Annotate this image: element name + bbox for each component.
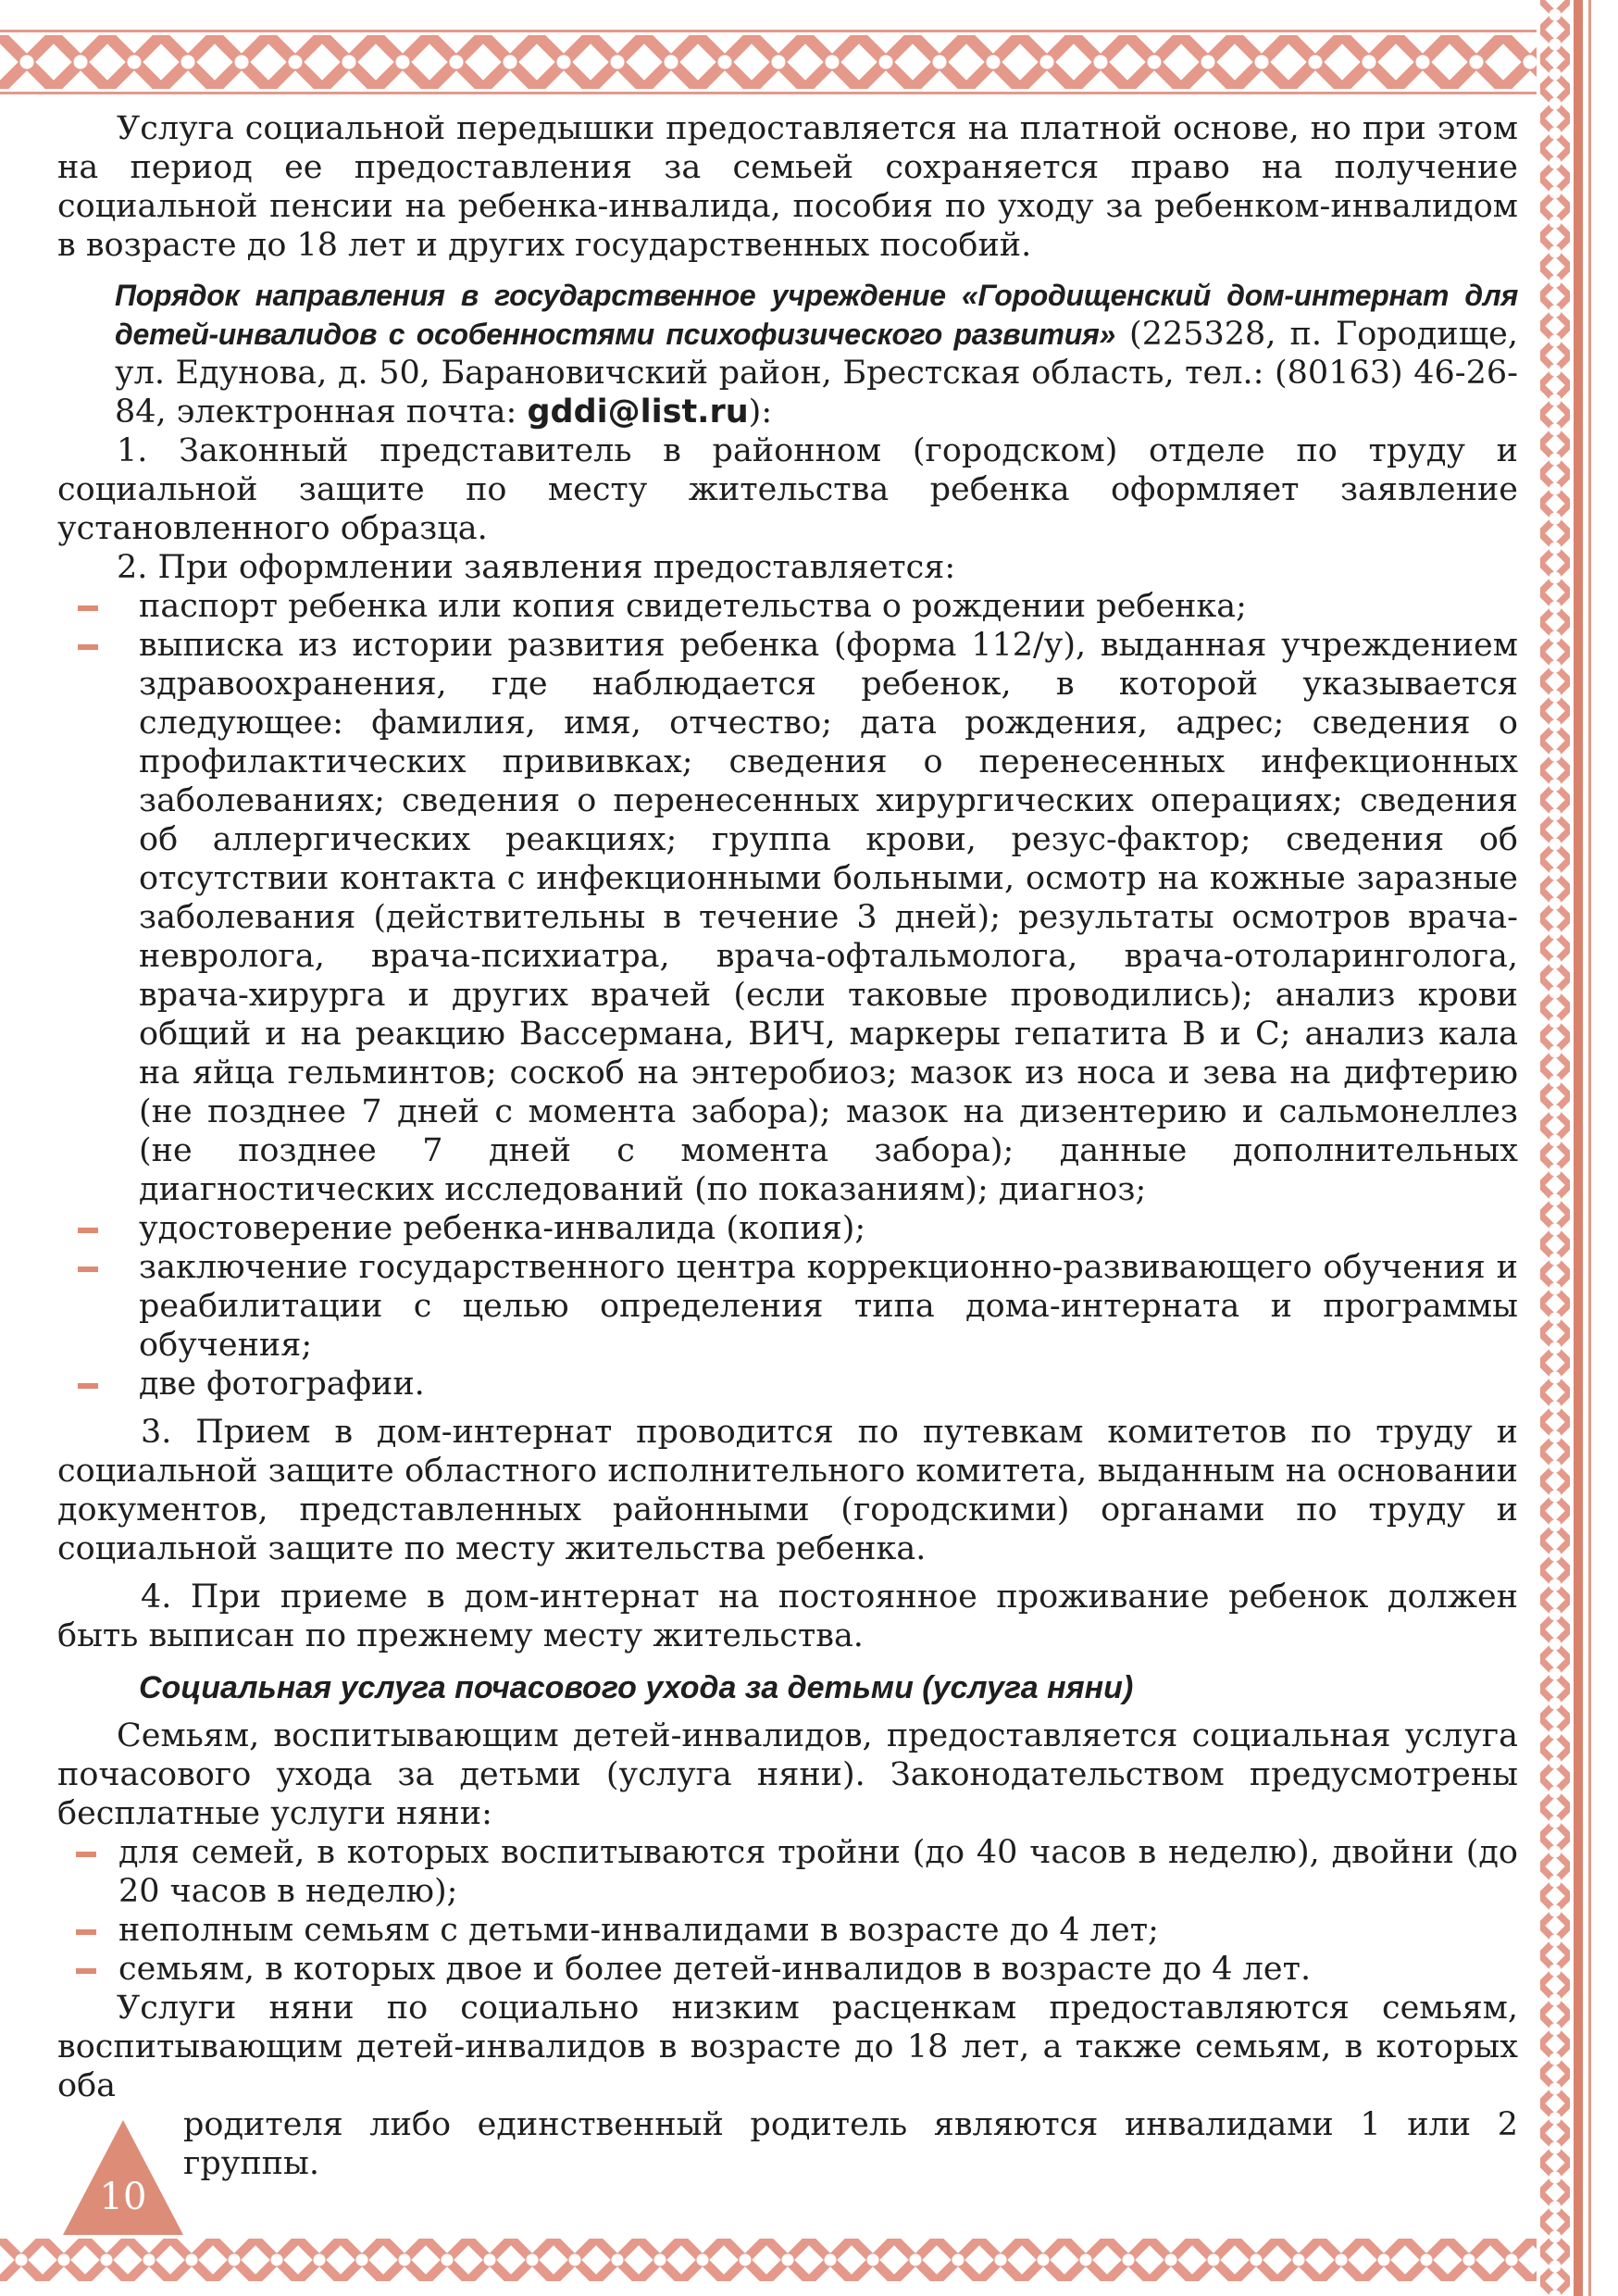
list-item: неполным семьям с детьми-инвалидами в возрасте до 4 лет; [57,1911,1518,1950]
list-item: две фотографии. [57,1365,1518,1404]
page-content [57,109,1518,2183]
step-2: 2. При оформлении заявления предоставляется: [117,549,956,586]
nanny-section-title: Социальная услуга почасового ухода за детьми (услуга няни) [139,1670,1134,1705]
list-item: для семей, в которых воспитываются тройни (до 40 часов в неделю), двойни (до 20 часов в неделю); [57,1833,1518,1911]
email-link[interactable]: gddi@list.ru [527,393,749,430]
low-cost-paragraph: Услуги няни по социально низким расценкам предоставляются семьям, воспитывающим детей-инвалидов в возрасте до 18 лет, а также семьям, в которых оба [57,1990,1518,2104]
nanny-intro: Семьям, воспитывающим детей-инвалидов, предоставляется социальная услуга почасового ухода за детьми (услуга няни). Законодательством предусмотрены бесплатные услуги няни: [57,1717,1518,1832]
top-ornament-border [0,35,1537,89]
step-1: 1. Законный представитель в районном (городском) отделе по труду и социальной защите по месту жительства ребенка оформляет заявление установленного образца. [57,432,1518,547]
step-3: 3. Прием в дом-интернат проводится по путевкам комитетов по труду и социальной защите областного исполнительного комитета, выданным на основании документов, представленных районными (городскими) органами по труду и социальной защите по месту жительства ребенка. [57,1414,1518,1567]
page-number: 10 [99,2176,147,2218]
free-nanny-list [57,1833,1518,1989]
right-thin-stripe [1588,0,1591,2296]
right-ornament-border [1540,0,1570,2296]
intro-paragraph: Услуга социальной передышки предоставляется на платной основе, но при этом на период ее предоставления за семьей сохраняется право на получение социальной пенсии на ребенка-инвалида, пособия по уходу за ребенком-инвалидом в возрасте до 18 лет и других государственных пособий. [57,110,1518,264]
list-item: паспорт ребенка или копия свидетельства о рождении ребенка; [57,587,1518,626]
order-address: (225328, п. Городище, ул. Едунова, д. 50, Барановичский район, Брестская область, тел.: (80163) 46-26-84, электронная почта: [115,316,1518,430]
right-accent-stripe [1574,0,1583,2296]
low-cost-continuation: родителя либо единственный родитель являются инвалидами 1 или 2 группы. [183,2106,1518,2182]
list-item: семьям, в которых двое и более детей-инвалидов в возрасте до 4 лет. [57,1950,1518,1989]
documents-list [57,587,1518,1404]
order-address-end: ): [748,393,773,430]
list-item: заключение государственного центра коррекционно-развивающего обучения и реабилитации с целью определения типа дома-интерната и программы обучения; [57,1248,1518,1365]
step-4: 4. При приеме в дом-интернат на постоянное проживание ребенок должен быть выписан по прежнему месту жительства. [57,1578,1518,1654]
list-item: удостоверение ребенка-инвалида (копия); [57,1209,1518,1248]
list-item: выписка из истории развития ребенка (форма 112/у), выданная учреждением здравоохранения, где наблюдается ребенок, в которой указывается следующее: фамилия, имя, отчество; дата рождения, адрес; сведения о профилактических прививках; сведения о перенесенных инфекционных заболеваниях; сведения о перенесенных хирургических операциях; сведения об аллергических реакциях; группа крови, резус-фактор; сведения об отсутствии контакта с инфекционными больными, осмотр на кожные заразные заболевания (действительны в течение 3 дней); результаты осмотров врача-невролога, врача-психиатра, врача-офтальмолога, врача-отоларинголога, врача-хирурга и других врачей (если таковые проводились); анализ крови общий и на реакцию Вассермана, ВИЧ, маркеры гепатита B и C; анализ кала на яйца гельминтов; соскоб на энтеробиоз; мазок из носа и зева на дифтерию (не позднее 7 дней с момента забора); мазок на дизентерию и сальмонеллез (не позднее 7 дней с момента забора); данные дополнительных диагностических исследований (по показаниям); диагноз; [57,626,1518,1209]
bottom-ornament-border [0,2239,1537,2281]
order-paragraph [57,276,1518,431]
order-heading: Порядок направления в государственное учреждение «Городищенский дом-интернат для детей-инвалидов с особенностями психофизического развития» [115,279,1518,351]
